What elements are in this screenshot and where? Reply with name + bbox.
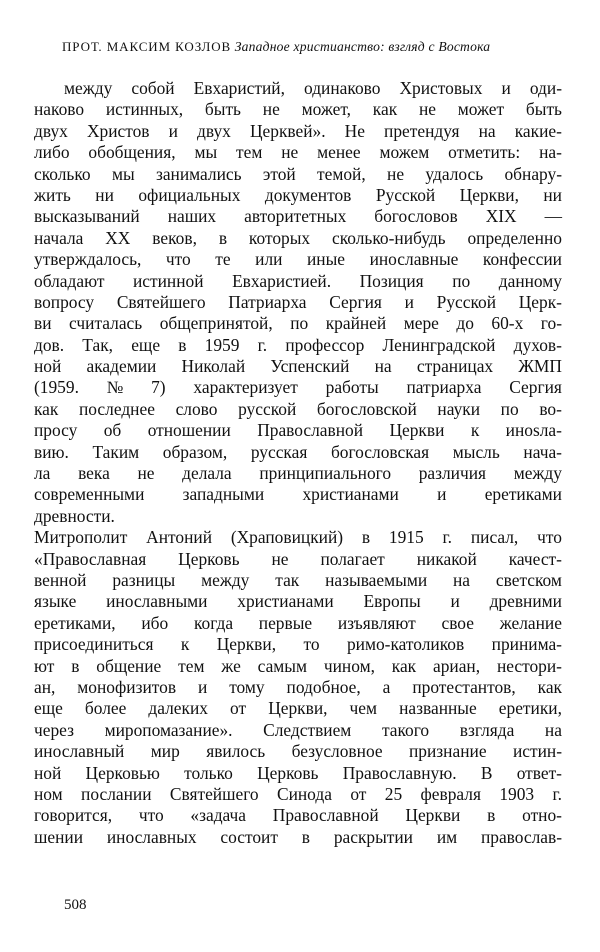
text-line: венной разницы между так называемыми на светском: [34, 569, 562, 590]
text-line: присоединиться к Церкви, то римо-католиков принима-: [34, 634, 562, 655]
text-line: через миропомазание». Следствием такого взгляда на: [34, 719, 562, 740]
text-line: ла века не делала принципиального различия между: [34, 463, 562, 484]
paragraph: [34, 527, 562, 848]
text-line: вию. Таким образом, русская богословская мысль нача-: [34, 441, 562, 462]
text-line: жить ни официальных документов Русской Церкви, ни: [34, 184, 562, 205]
running-head-title: Западное христианство: взгляд с Востока: [234, 39, 491, 54]
running-head-author: ПРОТ. МАКСИМ КОЗЛОВ: [62, 39, 232, 54]
text-line: сколько мы занимались этой темой, не удалось обнару-: [34, 163, 562, 184]
text-line: дов. Так, еще в 1959 г. профессор Ленинградской духов-: [34, 334, 562, 355]
text-line: ной академии Николай Успенский на страницах ЖМП: [34, 356, 562, 377]
text-line: высказываний наших авторитетных богословов XIX —: [34, 206, 562, 227]
text-line: Митрополит Антоний (Храповицкий) в 1915 г. писал, что: [34, 527, 562, 548]
text-line: говорится, что «задача Православной Церкви в отно-: [34, 805, 562, 826]
text-line: ан, монофизитов и тому подобное, а протестантов, как: [34, 676, 562, 697]
paragraph: [34, 78, 562, 527]
text-line: древности.: [34, 505, 115, 526]
body-text: [34, 78, 562, 848]
text-line: языке инославными христианами Европы и древними: [34, 591, 562, 612]
text-line: наково истинных, быть не может, как не может быть: [34, 99, 562, 120]
text-line: ви считалась общепринятой, по крайней мере до 60-х го-: [34, 313, 562, 334]
text-line: просу об отношении Православной Церкви к инosла-: [34, 420, 562, 441]
running-head: [62, 38, 562, 56]
text-line: еретиками, ибо когда первые изъявляют свое желание: [34, 612, 562, 633]
text-line: ной Церковью только Церковь Православную. В ответ-: [34, 762, 562, 783]
text-line: утверждалось, что те или иные инославные конфессии: [34, 249, 562, 270]
text-line: вопросу Святейшего Патриарха Сергия и Русской Церк-: [34, 291, 562, 312]
text-line: инославный мир явилось безусловное признание истин-: [34, 741, 562, 762]
text-line: либо обобщения, мы тем не менее можем отметить: на-: [34, 142, 562, 163]
text-line: ном послании Святейшего Синода от 25 февраля 1903 г.: [34, 783, 562, 804]
text-line: современными западными христианами и еретиками: [34, 484, 562, 505]
text-line: шении инославных состоит в раскрытии им православ-: [34, 826, 562, 847]
text-line: начала XX веков, в которых сколько-нибудь определенно: [34, 227, 562, 248]
text-line: еще более далеких от Церкви, чем названные еретики,: [34, 698, 562, 719]
text-line: обладают истинной Евхаристией. Позиция по данному: [34, 270, 562, 291]
text-line: ют в общение тем же самым чином, как ариан, нестори-: [34, 655, 562, 676]
page-number: 508: [64, 897, 87, 913]
text-line: двух Христов и двух Церквей». Не претендуя на какие-: [34, 120, 562, 141]
text-line: «Православная Церковь не полагает никакой качест-: [34, 548, 562, 569]
text-line: как последнее слово русской богословской науки по во-: [34, 398, 562, 419]
text-line: (1959. № 7) характеризует работы патриарха Сергия: [34, 377, 562, 398]
text-line: между собой Евхаристий, одинаково Христовых и оди-: [64, 78, 562, 98]
